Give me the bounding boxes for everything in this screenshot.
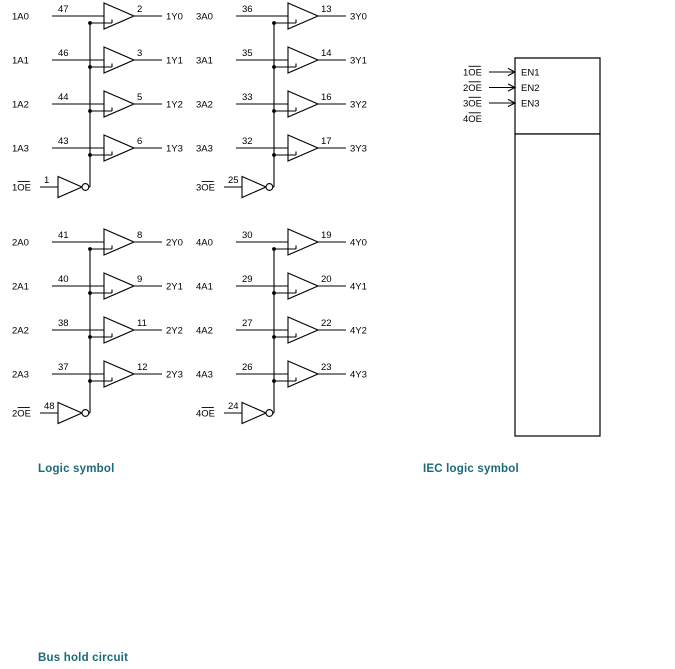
iec-enable-name [463,97,482,109]
buffer-triangle [104,47,134,73]
output-label: 1Y2 [166,99,183,111]
pin-number: 24 [228,401,239,412]
pin-number: 2 [137,4,143,15]
pin-number: 38 [58,318,69,329]
pin-number: 43 [58,136,69,147]
output-label: 4Y3 [350,369,367,381]
pin-number: 16 [321,92,332,103]
output-label: 3Y2 [350,99,367,111]
input-label: 3A3 [196,143,213,155]
enable-label [12,182,31,194]
pin-number: 44 [58,92,69,103]
logic-group-group3 [196,3,367,198]
pin-number: 23 [321,362,332,373]
buffer-triangle [288,317,318,343]
input-label: 1A3 [12,143,29,155]
pin-number: 29 [242,274,253,285]
input-label: 1A1 [12,55,29,67]
enable-label [12,408,31,420]
svg-text:1OE: 1OE [463,67,483,79]
buffer-triangle [58,403,82,424]
iec-enable-name [463,66,482,78]
input-label: 4A3 [196,369,213,381]
pin-number: 6 [137,136,143,147]
output-label: 2Y2 [166,325,183,337]
iec-enable-label: EN1 [521,67,540,79]
pin-number: 30 [242,230,253,241]
buffer-triangle [242,177,266,198]
input-label: 3A2 [196,99,213,111]
output-label: 3Y1 [350,55,367,67]
buffer-triangle [104,91,134,117]
caption-bus-hold-circuit: Bus hold circuit [38,652,129,664]
input-label: 4A0 [196,237,213,249]
logic-group-group4 [196,229,367,424]
input-label: 3A0 [196,11,213,23]
input-label: 2A2 [12,325,29,337]
iec-main-block [515,134,600,436]
svg-text:2OE: 2OE [463,82,483,94]
pin-number: 25 [228,175,239,186]
iec-logic-symbol-diagram [463,58,600,436]
caption-iec-logic-symbol: IEC logic symbol [423,463,519,475]
pin-number: 32 [242,136,253,147]
inverting-bubble [266,410,273,417]
pin-number: 40 [58,274,69,285]
pin-number: 37 [58,362,69,373]
pin-number: 19 [321,230,332,241]
svg-text:4OE: 4OE [196,408,216,420]
buffer-triangle [104,229,134,255]
pin-number: 5 [137,92,143,103]
pin-number: 46 [58,48,69,59]
input-label: 3A1 [196,55,213,67]
output-label: 3Y0 [350,11,367,23]
output-label: 4Y2 [350,325,367,337]
output-label: 4Y1 [350,281,367,293]
buffer-triangle [288,3,318,29]
buffer-triangle [288,229,318,255]
output-label: 2Y0 [166,237,183,249]
buffer-triangle [104,273,134,299]
iec-enable-label: EN2 [521,82,540,94]
output-label: 2Y3 [166,369,183,381]
output-label: 1Y0 [166,11,183,23]
pin-number: 26 [242,362,253,373]
input-label: 1A2 [12,99,29,111]
pin-number: 47 [58,4,69,15]
pin-number: 33 [242,92,253,103]
output-label: 1Y3 [166,143,183,155]
input-label: 2A3 [12,369,29,381]
pin-number: 35 [242,48,253,59]
svg-text:1OE: 1OE [12,182,32,194]
input-label: 1A0 [12,11,29,23]
pin-number: 3 [137,48,143,59]
logic-group-group1 [12,3,183,198]
buffer-triangle [104,361,134,387]
iec-body [463,58,600,436]
buffer-triangle [104,135,134,161]
pin-number: 9 [137,274,143,285]
pin-number: 14 [321,48,332,59]
inverting-bubble [82,410,89,417]
pin-number: 20 [321,274,332,285]
buffer-triangle [104,3,134,29]
buffer-triangle [104,317,134,343]
buffer-triangle [58,177,82,198]
output-label: 2Y1 [166,281,183,293]
buffer-triangle [288,361,318,387]
buffer-triangle [288,47,318,73]
svg-text:3OE: 3OE [463,98,483,110]
svg-text:3OE: 3OE [196,182,216,194]
pin-number: 22 [321,318,332,329]
buffer-triangle [288,273,318,299]
input-label: 4A2 [196,325,213,337]
pin-number: 13 [321,4,332,15]
pin-number: 12 [137,362,148,373]
output-label: 3Y3 [350,143,367,155]
enable-label [196,182,215,194]
pin-number: 48 [44,401,55,412]
input-label: 2A1 [12,281,29,293]
inverting-bubble [266,184,273,191]
pin-number: 11 [137,318,147,329]
buffer-triangle [288,91,318,117]
buffer-triangle [288,135,318,161]
logic-symbol-diagram [12,3,367,424]
iec-enable-name [463,82,482,94]
pin-number: 17 [321,136,332,147]
iec-enable-name [463,113,482,125]
input-label: 4A1 [196,281,213,293]
output-label: 1Y1 [166,55,183,67]
caption-logic-symbol: Logic symbol [38,463,115,475]
iec-enable-label: EN3 [521,98,540,110]
pin-number: 8 [137,230,143,241]
svg-text:2OE: 2OE [12,408,32,420]
pin-number: 36 [242,4,253,15]
pin-number: 27 [242,318,253,329]
logic-group-group2 [12,229,183,424]
output-label: 4Y0 [350,237,367,249]
pin-number: 1 [44,175,50,186]
input-label: 2A0 [12,237,29,249]
enable-label [196,408,215,420]
buffer-triangle [242,403,266,424]
svg-text:4OE: 4OE [463,113,483,125]
inverting-bubble [82,184,89,191]
pin-number: 41 [58,230,69,241]
